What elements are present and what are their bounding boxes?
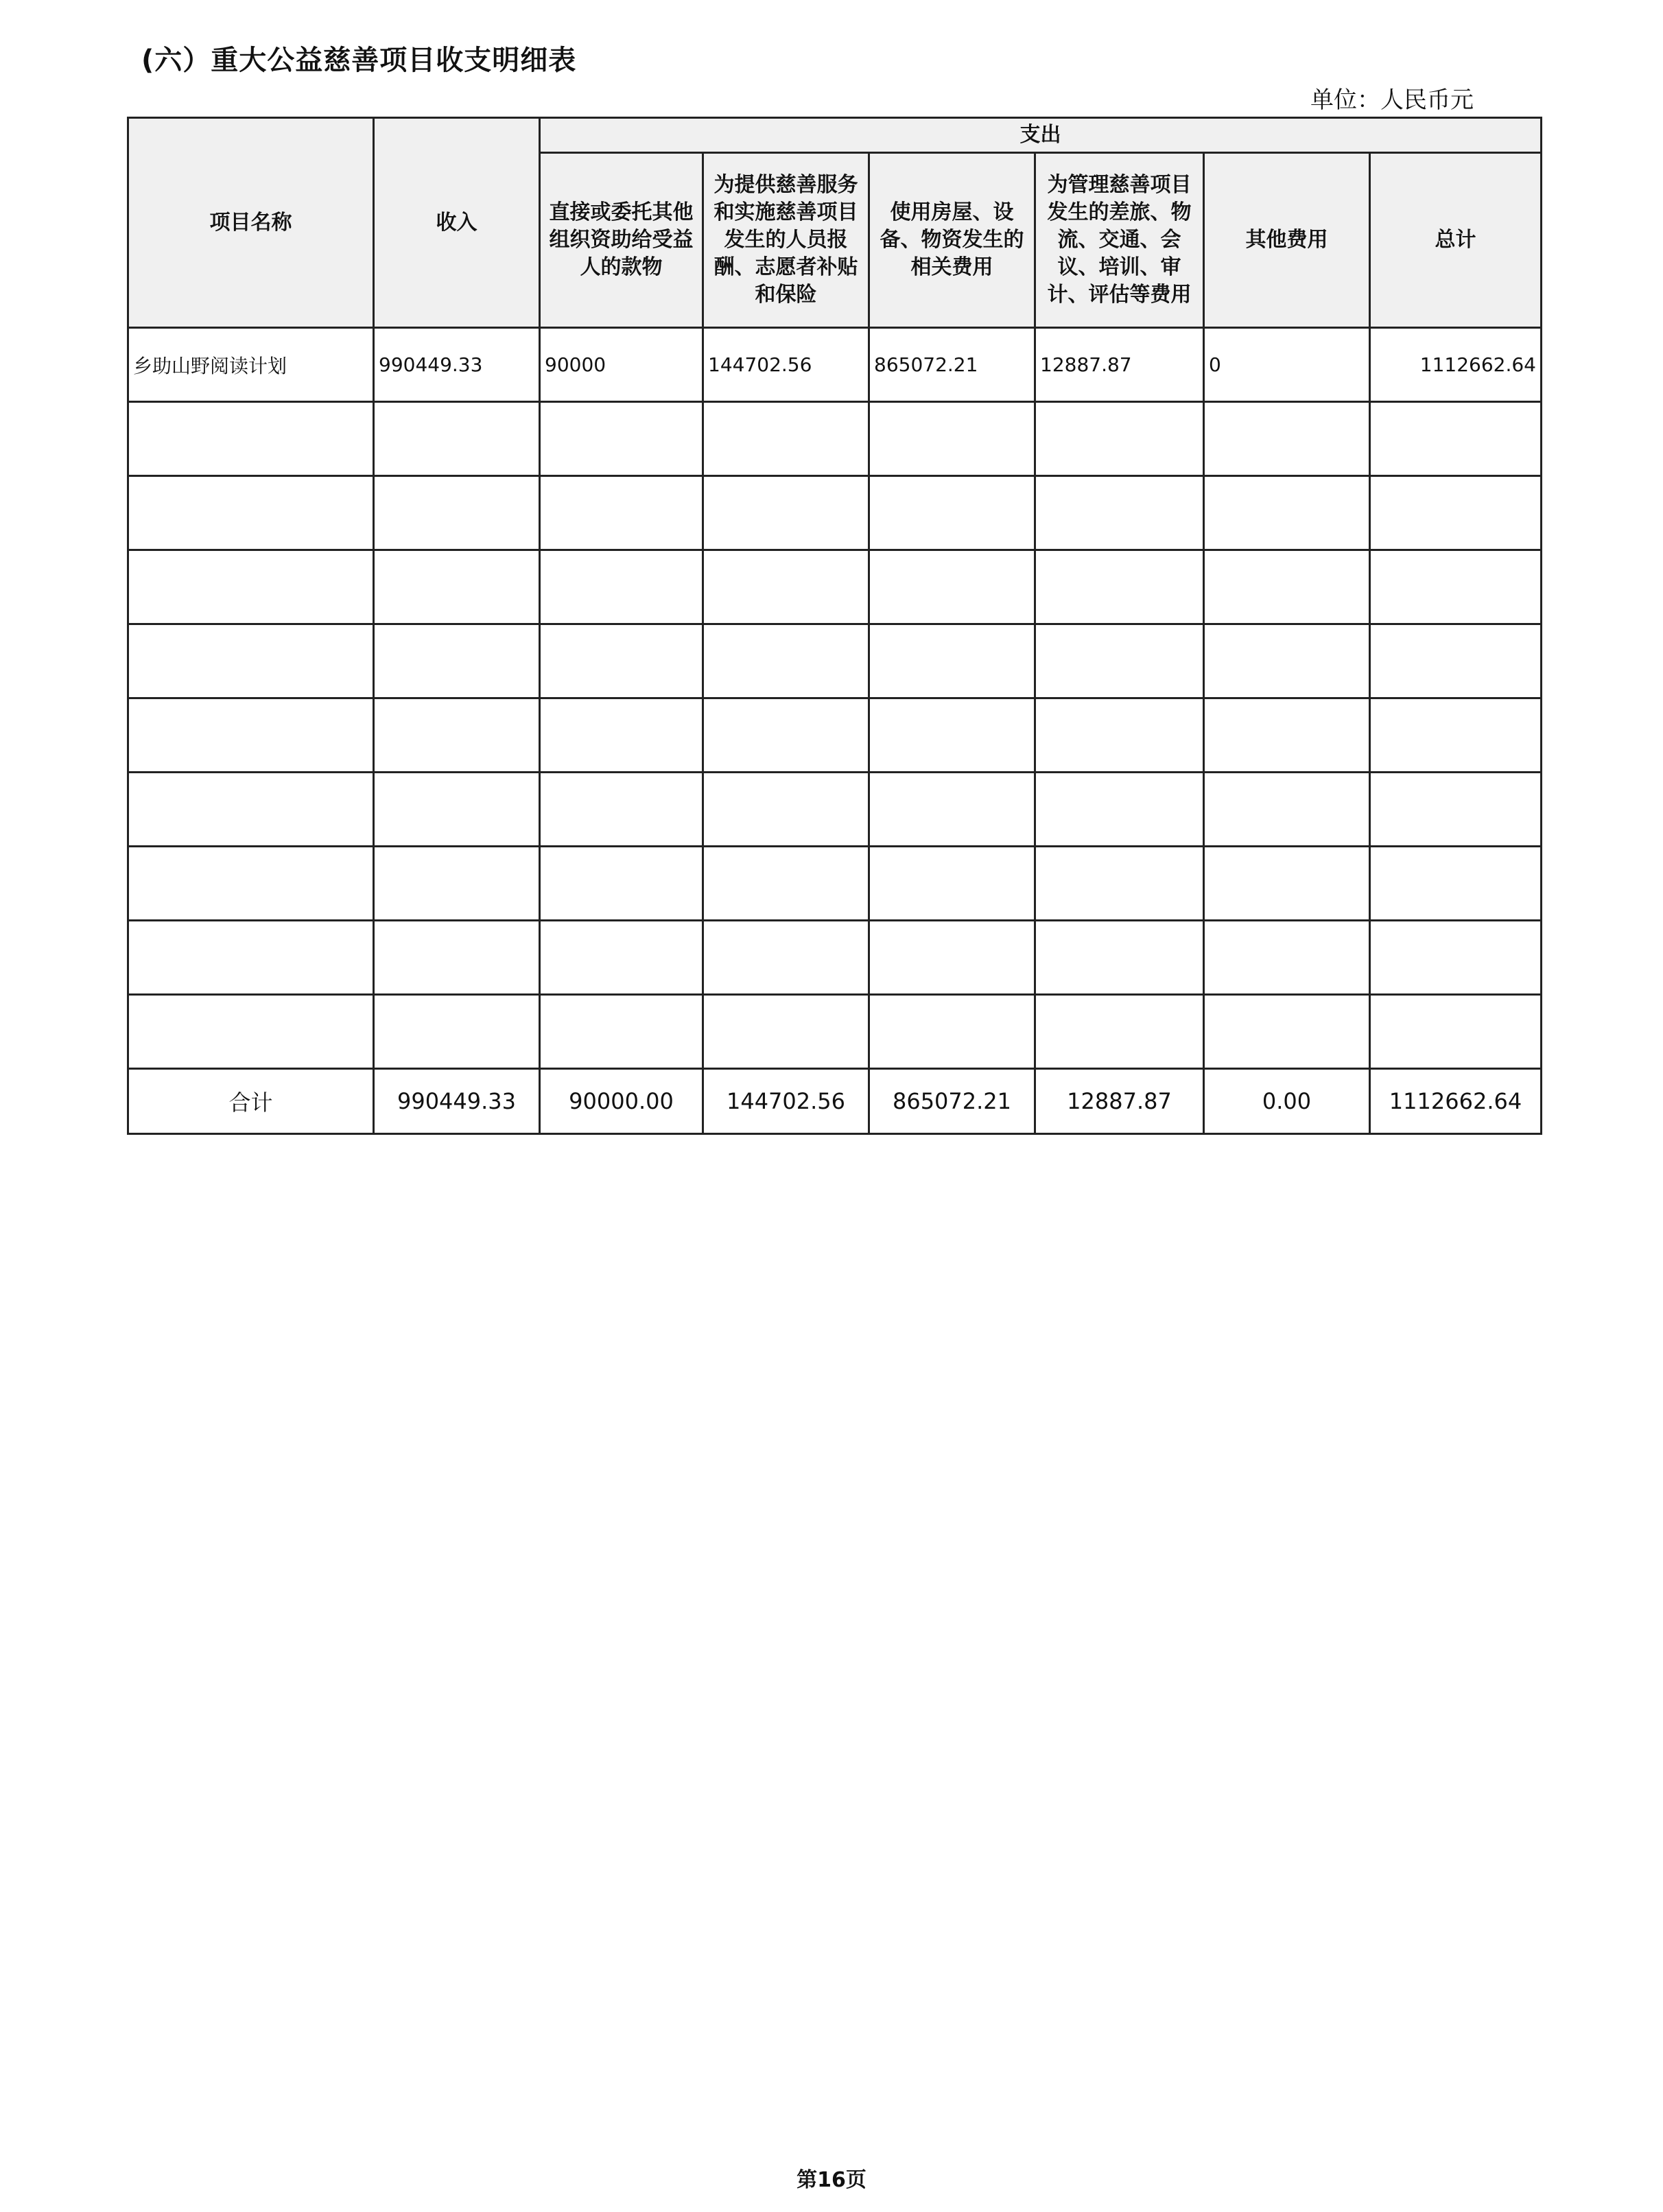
totals-income: 990449.33 <box>374 1069 540 1134</box>
header-facilities: 使用房屋、设备、物资发生的相关费用 <box>869 153 1035 328</box>
empty-cell <box>540 995 703 1069</box>
empty-cell <box>540 402 703 476</box>
header-project-name: 项目名称 <box>128 118 374 328</box>
empty-cell <box>1035 476 1204 550</box>
section-title: (六）重大公益慈善项目收支明细表 <box>141 45 577 76</box>
empty-cell <box>703 550 869 624</box>
empty-table-row <box>128 476 1542 550</box>
empty-cell <box>869 476 1035 550</box>
empty-cell <box>1204 921 1370 995</box>
facilities-cell: 865072.21 <box>869 328 1035 402</box>
empty-cell <box>374 698 540 773</box>
table-row <box>128 328 1542 402</box>
empty-cell <box>703 624 869 698</box>
empty-cell <box>540 773 703 847</box>
empty-cell <box>869 773 1035 847</box>
empty-table-row <box>128 773 1542 847</box>
empty-cell <box>1204 402 1370 476</box>
empty-cell <box>128 624 374 698</box>
charity-project-table <box>127 117 1542 1135</box>
empty-cell <box>1204 550 1370 624</box>
empty-cell <box>128 847 374 921</box>
empty-cell <box>1035 624 1204 698</box>
empty-cell <box>1204 476 1370 550</box>
empty-cell <box>1204 624 1370 698</box>
header-management: 为管理慈善项目发生的差旅、物流、交通、会议、培训、审计、评估等费用 <box>1035 153 1204 328</box>
header-total: 总计 <box>1370 153 1542 328</box>
empty-cell <box>1035 698 1204 773</box>
empty-table-row <box>128 550 1542 624</box>
empty-cell <box>1370 921 1542 995</box>
empty-cell <box>374 624 540 698</box>
totals-label: 合计 <box>128 1069 374 1134</box>
empty-cell <box>1204 698 1370 773</box>
header-income: 收入 <box>374 118 540 328</box>
unit-label: 单位：人民币元 <box>1310 86 1474 114</box>
empty-cell <box>1204 773 1370 847</box>
empty-cell <box>128 550 374 624</box>
empty-cell <box>540 847 703 921</box>
empty-cell <box>374 995 540 1069</box>
header-row-top <box>128 118 1542 153</box>
empty-cell <box>1035 921 1204 995</box>
empty-cell <box>703 698 869 773</box>
totals-other: 0.00 <box>1204 1069 1370 1134</box>
empty-cell <box>128 773 374 847</box>
empty-cell <box>540 698 703 773</box>
empty-cell <box>703 847 869 921</box>
empty-cell <box>128 698 374 773</box>
direct-aid-cell: 90000 <box>540 328 703 402</box>
empty-cell <box>1204 847 1370 921</box>
empty-cell <box>703 773 869 847</box>
empty-cell <box>1370 773 1542 847</box>
header-expense-group: 支出 <box>540 118 1542 153</box>
empty-table-row <box>128 921 1542 995</box>
empty-cell <box>703 402 869 476</box>
empty-cell <box>869 921 1035 995</box>
empty-cell <box>869 698 1035 773</box>
project-name-cell: 乡助山野阅读计划 <box>128 328 374 402</box>
empty-cell <box>374 773 540 847</box>
empty-cell <box>1035 402 1204 476</box>
income-cell: 990449.33 <box>374 328 540 402</box>
empty-cell <box>703 476 869 550</box>
empty-cell <box>374 550 540 624</box>
header-personnel: 为提供慈善服务和实施慈善项目发生的人员报酬、志愿者补贴和保险 <box>703 153 869 328</box>
personnel-cell: 144702.56 <box>703 328 869 402</box>
empty-cell <box>1370 698 1542 773</box>
empty-cell <box>374 921 540 995</box>
empty-cell <box>869 402 1035 476</box>
empty-cell <box>540 624 703 698</box>
empty-cell <box>128 402 374 476</box>
empty-cell <box>1370 847 1542 921</box>
totals-total: 1112662.64 <box>1370 1069 1542 1134</box>
empty-cell <box>540 921 703 995</box>
total-cell: 1112662.64 <box>1370 328 1542 402</box>
empty-cell <box>869 995 1035 1069</box>
empty-cell <box>1370 476 1542 550</box>
empty-cell <box>374 847 540 921</box>
empty-cell <box>1035 550 1204 624</box>
totals-facilities: 865072.21 <box>869 1069 1035 1134</box>
page-number: 第16页 <box>797 2168 866 2192</box>
totals-management: 12887.87 <box>1035 1069 1204 1134</box>
empty-cell <box>540 550 703 624</box>
empty-cell <box>1204 995 1370 1069</box>
empty-cell <box>1035 847 1204 921</box>
empty-cell <box>1035 773 1204 847</box>
empty-table-row <box>128 847 1542 921</box>
empty-cell <box>1370 550 1542 624</box>
empty-cell <box>869 624 1035 698</box>
empty-cell <box>1370 995 1542 1069</box>
empty-cell <box>128 476 374 550</box>
totals-direct-aid: 90000.00 <box>540 1069 703 1134</box>
empty-cell <box>374 476 540 550</box>
totals-row <box>128 1069 1542 1134</box>
empty-cell <box>1370 402 1542 476</box>
empty-cell <box>869 847 1035 921</box>
empty-cell <box>869 550 1035 624</box>
header-other: 其他费用 <box>1204 153 1370 328</box>
empty-cell <box>128 995 374 1069</box>
empty-cell <box>703 995 869 1069</box>
empty-table-row <box>128 624 1542 698</box>
management-cell: 12887.87 <box>1035 328 1204 402</box>
header-direct-aid: 直接或委托其他组织资助给受益人的款物 <box>540 153 703 328</box>
empty-table-row <box>128 995 1542 1069</box>
empty-table-row <box>128 402 1542 476</box>
empty-cell <box>1035 995 1204 1069</box>
empty-cell <box>1370 624 1542 698</box>
empty-cell <box>703 921 869 995</box>
totals-personnel: 144702.56 <box>703 1069 869 1134</box>
empty-cell <box>540 476 703 550</box>
empty-cell <box>374 402 540 476</box>
other-cell: 0 <box>1204 328 1370 402</box>
empty-table-row <box>128 698 1542 773</box>
empty-cell <box>128 921 374 995</box>
